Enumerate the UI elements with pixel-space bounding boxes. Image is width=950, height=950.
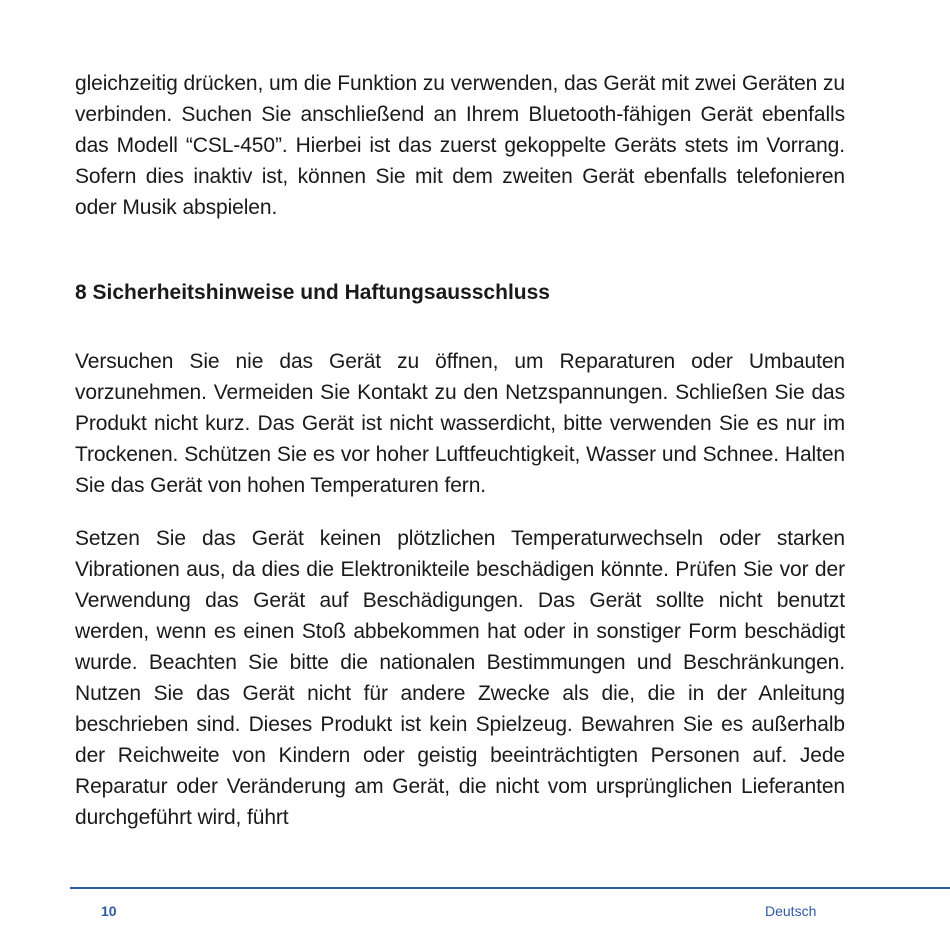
- paragraph-bluetooth-pairing: gleichzeitig drücken, um die Funktion zu verwenden, das Gerät mit zwei Geräten zu verbinden. Suchen Sie anschließend an Ihrem Bluetooth-fähigen Gerät ebenfalls das Modell “CSL-450”. Hierbei ist das zuerst gekoppelte Geräts stets im Vorrang. Sofern dies inaktiv ist, können Sie mit dem zweiten Gerät ebenfalls telefonieren oder Musik abspielen.: [75, 72, 845, 219]
- section-heading: 8 Sicherheitshinweise und Haftungsausschluss: [75, 281, 550, 304]
- page-body: [75, 68, 845, 833]
- page-number: 10: [101, 903, 117, 919]
- paragraph-safety-usage: Setzen Sie das Gerät keinen plötzlichen Temperaturwechseln oder starken Vibrationen aus, da dies die Elektronikteile beschädigen könnte. Prüfen Sie vor der Verwendung das Gerät auf Beschädigungen. Das Gerät sollte nicht benutzt werden, wenn es einen Stoß abbekommen hat oder in sonstiger Form beschädigt wurde. Beachten Sie bitte die nationalen Bestimmungen und Beschränkungen. Nutzen Sie das Gerät nicht für andere Zwecke als die, die in der Anleitung beschrieben sind. Dieses Produkt ist kein Spielzeug. Bewahren Sie es außerhalb der Reichweite von Kindern oder geistig beeinträchtigten Personen auf. Jede Reparatur oder Veränderung am Gerät, die nicht vom ursprünglichen Lieferanten durchgeführt wird, führt: [75, 527, 845, 829]
- footer-language-label: Deutsch: [765, 903, 817, 919]
- paragraph-safety-opening: Versuchen Sie nie das Gerät zu öffnen, um Reparaturen oder Umbauten vorzunehmen. Vermeiden Sie Kontakt zu den Netzspannungen. Schließen Sie das Produkt nicht kurz. Das Gerät ist nicht wasserdicht, bitte verwenden Sie es nur im Trockenen. Schützen Sie es vor hoher Luftfeuchtigkeit, Wasser und Schnee. Halten Sie das Gerät von hohen Temperaturen fern.: [75, 350, 845, 497]
- footer-divider: [70, 887, 950, 889]
